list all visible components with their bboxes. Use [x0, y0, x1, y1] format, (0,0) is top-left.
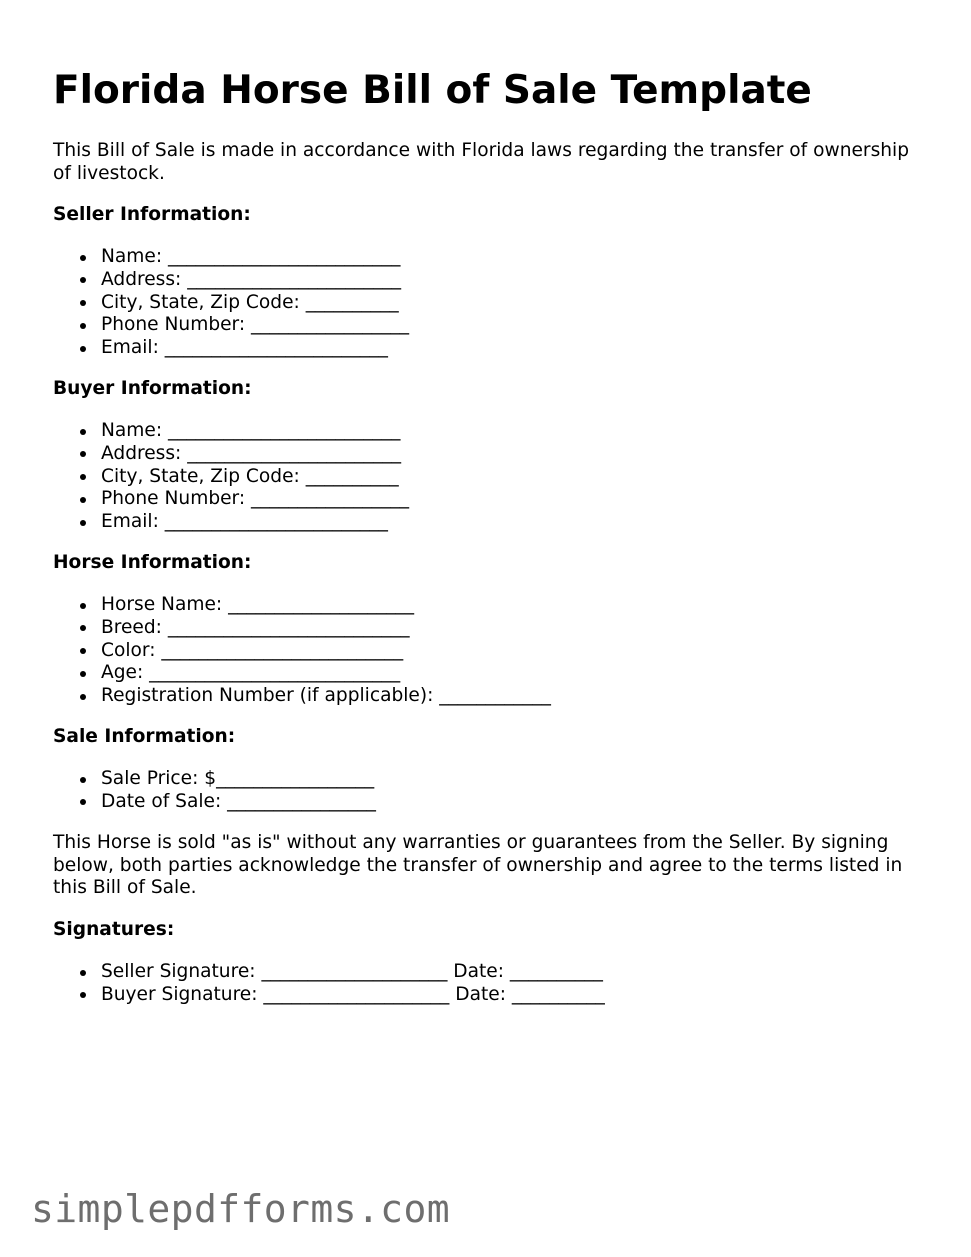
- sale-heading: Sale Information:: [53, 726, 236, 747]
- site-watermark: simplepdfforms.com: [31, 1187, 451, 1231]
- buyer-phone-field: Phone Number: _________________: [101, 488, 410, 510]
- as-is-disclaimer: This Horse is sold "as is" without any warranties or guarantees from the Seller. By signing below, both parties acknowledge the transfer of ownership and agree to the terms listed in this Bill of Sale.: [53, 832, 903, 899]
- seller-heading: Seller Information:: [53, 204, 251, 225]
- seller-city-state-zip-field: City, State, Zip Code: __________: [101, 292, 409, 315]
- sale-fields-list: [53, 768, 376, 814]
- buyer-city-state-zip-field: City, State, Zip Code: __________: [101, 466, 409, 489]
- buyer-email-field: Email: ________________________: [101, 511, 409, 534]
- seller-email-field: Email: ________________________: [101, 337, 409, 360]
- buyer-address-field: Address: _______________________: [101, 443, 409, 466]
- buyer-signature-field: Buyer Signature: ____________________ Date: __________: [101, 983, 605, 1005]
- signatures-heading: Signatures:: [53, 919, 175, 940]
- signatures-fields-list: [53, 961, 605, 1007]
- horse-fields-list: [53, 594, 551, 708]
- seller-address-field: Address: _______________________: [101, 269, 409, 292]
- horse-color-field: Color: __________________________: [101, 640, 551, 663]
- horse-breed-field: Breed: __________________________: [101, 617, 551, 640]
- seller-signature-field: Seller Signature: ____________________ Date: __________: [101, 961, 603, 982]
- buyer-fields-list: [53, 420, 409, 534]
- seller-name-field: Name: _________________________: [101, 246, 409, 269]
- seller-phone-field: Phone Number: _________________: [101, 314, 410, 336]
- sale-date-field: Date of Sale: ________________: [101, 790, 376, 812]
- intro-paragraph: This Bill of Sale is made in accordance with Florida laws regarding the transfer of ownership of livestock.: [53, 140, 910, 184]
- page-title: Florida Horse Bill of Sale Template: [53, 68, 812, 113]
- buyer-heading: Buyer Information:: [53, 378, 252, 399]
- sale-price-field: Sale Price: $_________________: [101, 768, 375, 789]
- horse-heading: Horse Information:: [53, 552, 252, 573]
- buyer-name-field: Name: _________________________: [101, 420, 409, 443]
- seller-fields-list: [53, 246, 409, 360]
- horse-name-field: Horse Name: ____________________: [101, 594, 551, 617]
- horse-registration-field: Registration Number (if applicable): ____________: [101, 685, 551, 707]
- horse-age-field: Age: ___________________________: [101, 662, 551, 685]
